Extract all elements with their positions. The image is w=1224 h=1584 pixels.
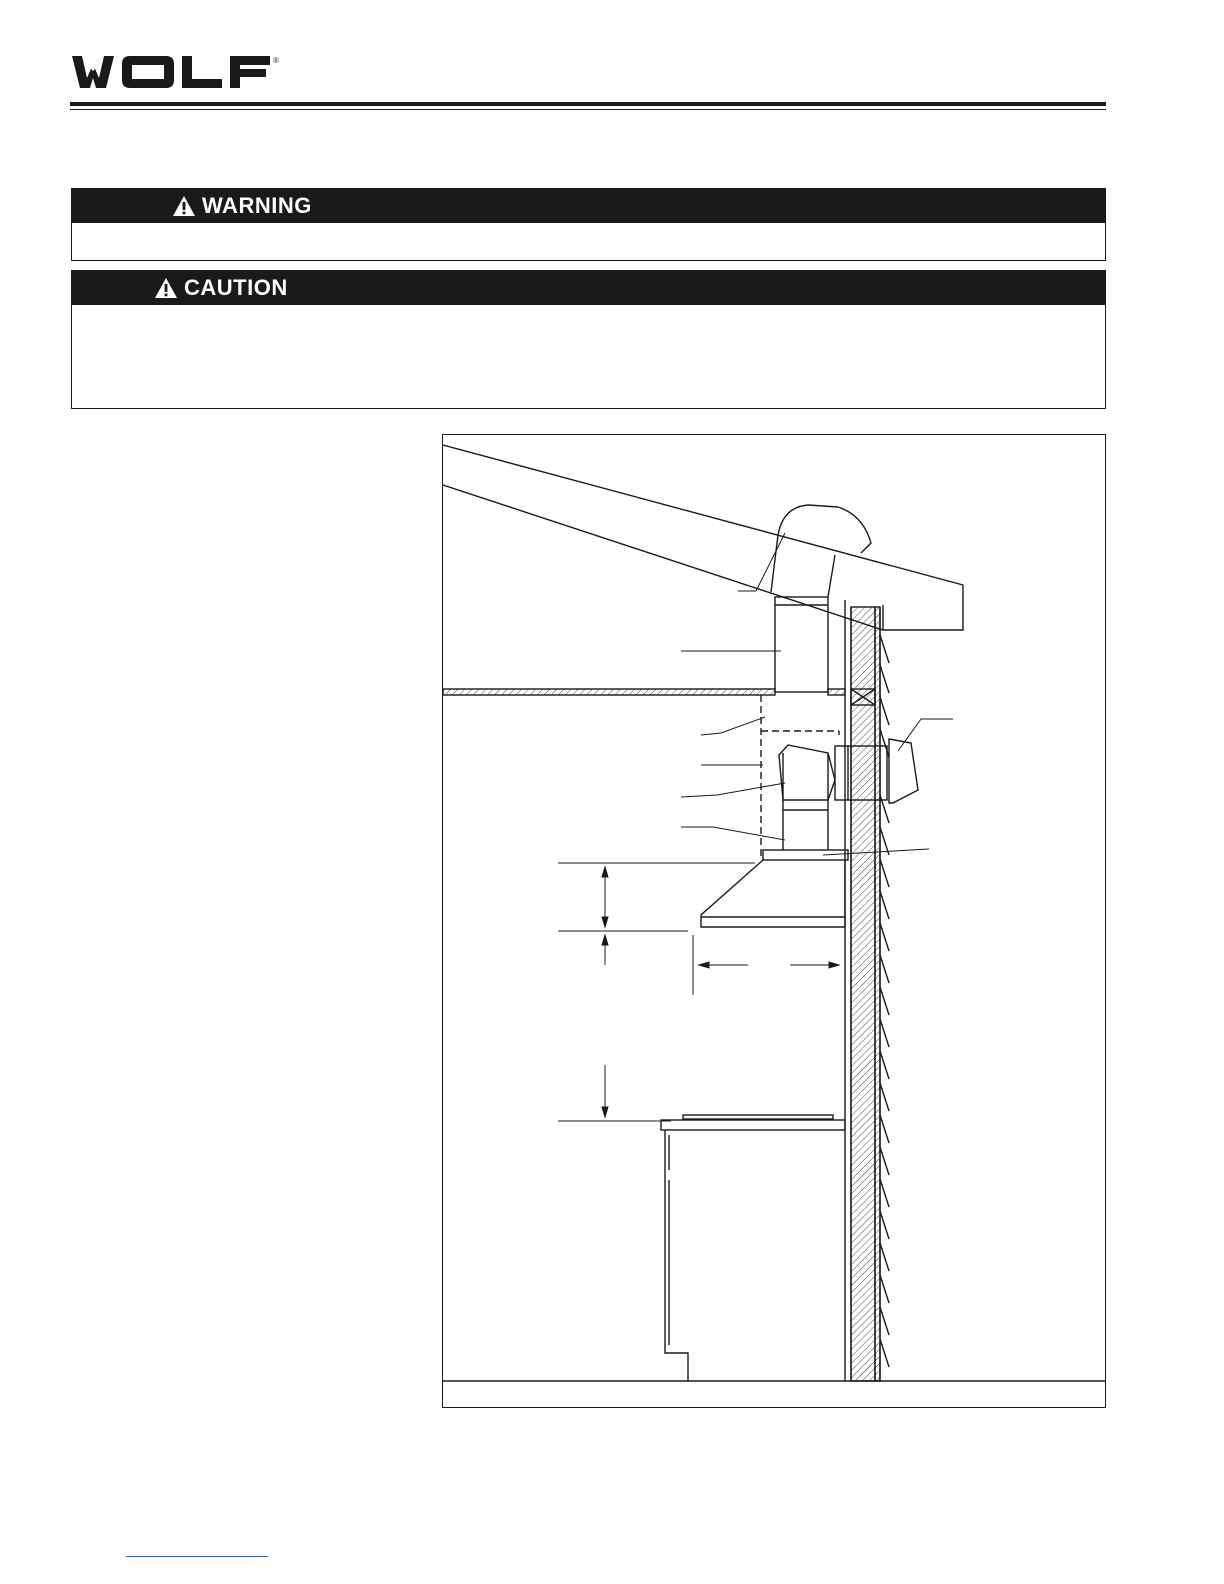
- caution-header: [72, 271, 1105, 305]
- siding: [880, 635, 889, 1367]
- wall-cap: [889, 739, 918, 803]
- roof: [443, 445, 963, 630]
- warning-triangle-icon: [172, 195, 196, 217]
- wall-sheathing: [875, 607, 880, 1381]
- registered-mark: ®: [273, 56, 279, 65]
- leader-elbow: [681, 783, 785, 797]
- footer-link-underline[interactable]: [126, 1556, 268, 1557]
- roof-cap: [778, 505, 871, 553]
- caution-label: CAUTION: [184, 275, 288, 300]
- hood-installation-drawing: [443, 435, 1105, 1407]
- range-cooktop: [683, 1115, 833, 1119]
- leader-transition: [681, 827, 785, 840]
- duct-upper: [775, 597, 828, 692]
- ceiling: [443, 689, 775, 695]
- header-rule-thick: [70, 102, 1106, 106]
- installation-diagram: [442, 434, 1106, 1408]
- warning-label: WARNING: [202, 193, 312, 218]
- warning-triangle-icon: [154, 277, 178, 299]
- wolf-logo: [70, 52, 285, 92]
- header-rule-thin: [70, 109, 1106, 110]
- range-body: [661, 1120, 845, 1130]
- leader-roof-cap: [738, 533, 785, 591]
- leader-wall-cap: [898, 719, 953, 751]
- caution-box: [71, 270, 1106, 409]
- leader-cover: [701, 717, 765, 735]
- warning-box: [71, 188, 1106, 261]
- elbow: [779, 745, 835, 800]
- wall-stud: [851, 607, 875, 1381]
- warning-header: [72, 189, 1105, 223]
